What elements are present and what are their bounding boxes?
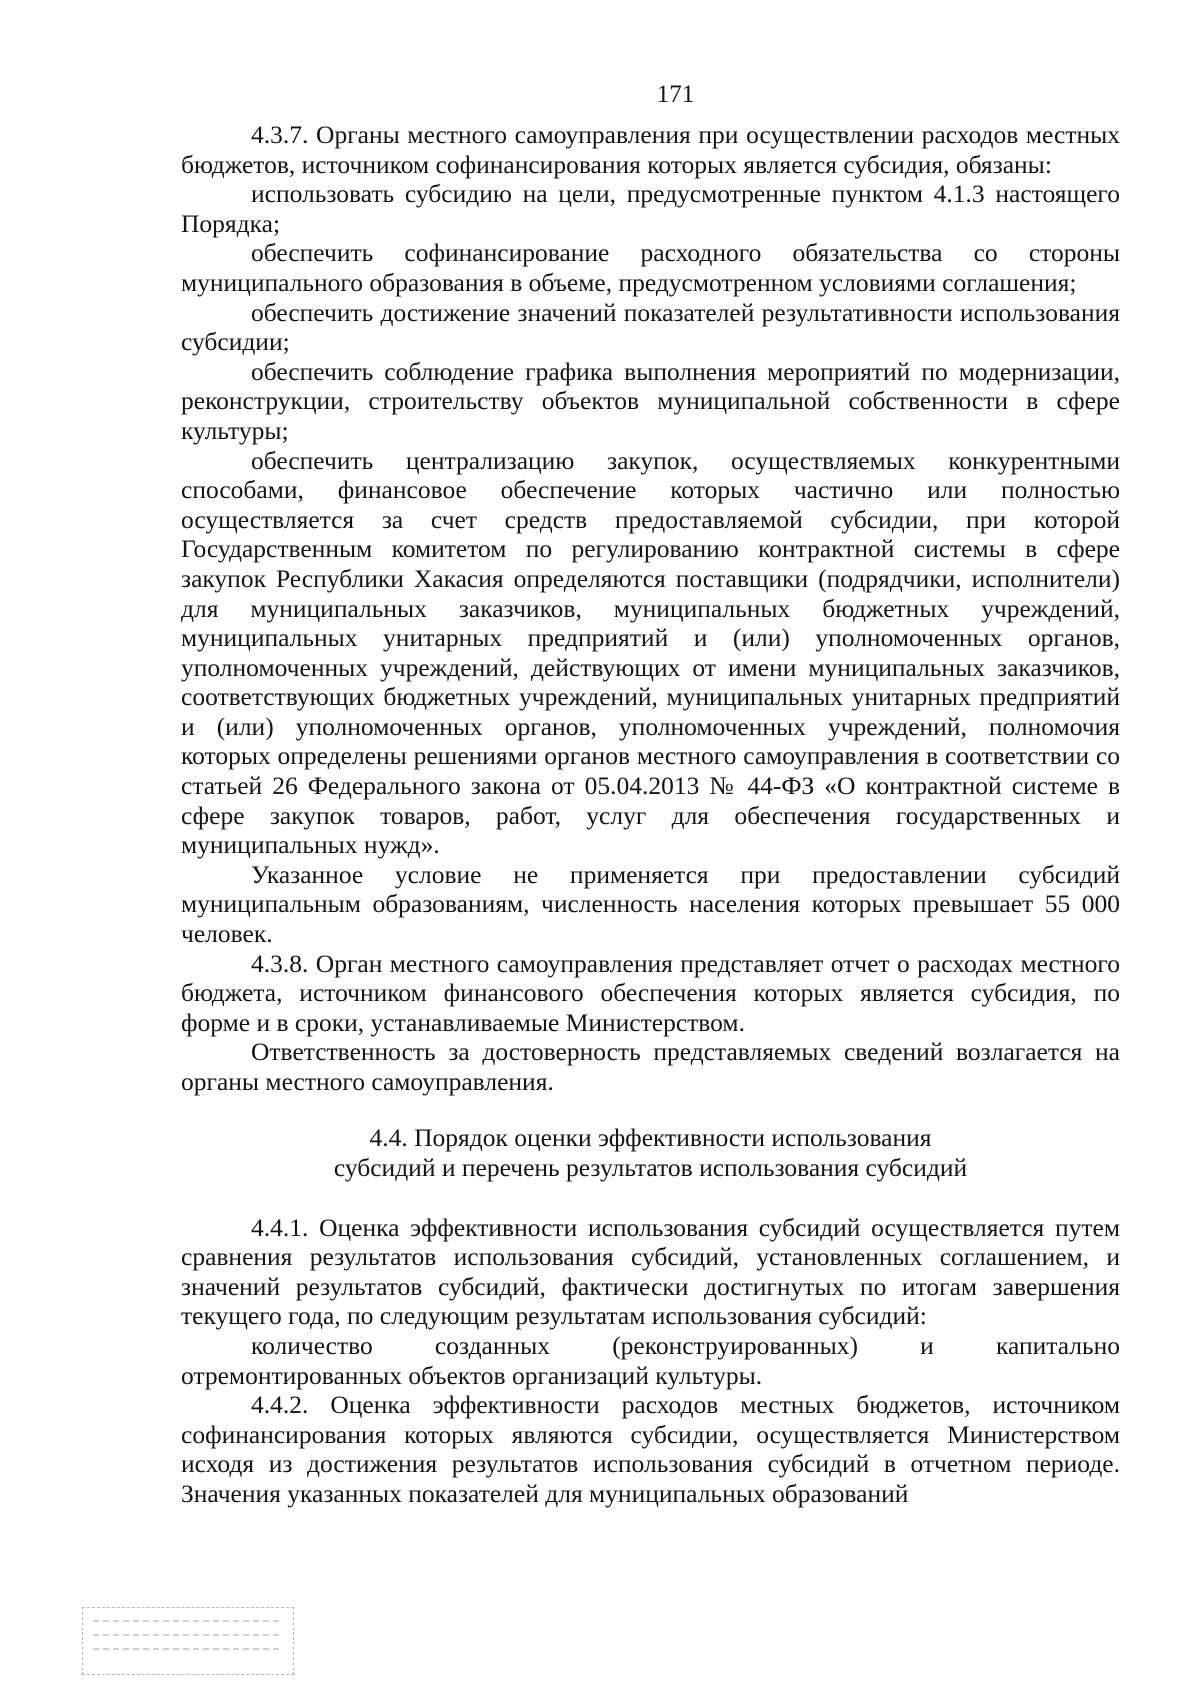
paragraph-population-condition: Указанное условие не применяется при предоставлении субсидий муниципальным образованиям, численность населения которых превышает 55 000 человек. [181, 859, 1120, 949]
paragraph-4-3-7: 4.3.7. Органы местного самоуправления при осуществлении расходов местных бюджетов, источником софинансирования которых является субсидия, обязаны: [181, 120, 1120, 179]
paragraph-schedule: обеспечить соблюдение графика выполнения мероприятий по модернизации, реконструкции, строительству объектов муниципальной собственности в сфере культуры; [181, 356, 1120, 445]
paragraph-4-3-8: 4.3.8. Орган местного самоуправления представляет отчет о расходах местного бюджета, источником финансового обеспечения которых является субсидия, по форме и в сроки, устанавливаемые Министерством. [181, 948, 1120, 1037]
paragraph-objects-count: количество созданных (реконструированных) и капитально отремонтированных объектов организаций культуры. [181, 1330, 1120, 1390]
section-heading-line-1: 4.4. Порядок оценки эффективности использования [369, 1122, 932, 1152]
document-page [181, 80, 1120, 1509]
faded-stamp [82, 1607, 294, 1675]
paragraph-4-4-1: 4.4.1. Оценка эффективности использования субсидий осуществляется путем сравнения результатов использования субсидий, установленных соглашением, и значений результатов субсидий, фактически достигнутых по итогам завершения текущего года, по следующим результатам использования субсидий: [181, 1212, 1120, 1331]
paragraph-performance-indicators: обеспечить достижение значений показателей результативности использования субсидии; [181, 297, 1120, 357]
paragraph-centralized-procurement: обеспечить централизацию закупок, осуществляемых конкурентными способами, финансовое обеспечение которых частично или полностью осуществляется за счет средств предоставляемой субсидии, при которой Государственным комитетом по регулированию контрактной системы в сфере закупок Республики Хакасия определяются поставщики (подрядчики, исполнители) для муниципальных заказчиков, муниципальных бюджетных учреждений, муниципальных унитарных предприятий и (или) уполномоченных органов, уполномоченных учреждений, действующих от имени муниципальных заказчиков, соответствующих бюджетных учреждений, муниципальных унитарных предприятий и (или) уполномоченных органов, уполномоченных учреждений, полномочия которых определены решениями органов местного самоуправления в соответствии со статьей 26 Федерального закона от 05.04.2013 № 44-ФЗ «О контрактной системе в сфере закупок товаров, работ, услуг для обеспечения государственных и муниципальных нужд». [181, 445, 1120, 860]
section-heading-line-2: субсидий и перечень результатов использования субсидий [333, 1152, 968, 1182]
section-heading-4-4 [181, 1123, 1120, 1183]
page-number: 171 [656, 81, 695, 108]
paragraph-responsibility: Ответственность за достоверность представляемых сведений возлагается на органы местного самоуправления. [181, 1037, 1120, 1096]
paragraph-4-4-2: 4.4.2. Оценка эффективности расходов местных бюджетов, источником софинансирования которых являются субсидии, осуществляется Министерством исходя из достижения результатов использования субсидий в отчетном периоде. Значения указанных показателей для муниципальных образований [181, 1390, 1120, 1508]
paragraph-cofinancing: обеспечить софинансирование расходного обязательства со стороны муниципального образования в объеме, предусмотренном условиями соглашения; [181, 238, 1120, 297]
paragraph-use-subsidy: использовать субсидию на цели, предусмотренные пунктом 4.1.3 настоящего Порядка; [181, 179, 1120, 238]
